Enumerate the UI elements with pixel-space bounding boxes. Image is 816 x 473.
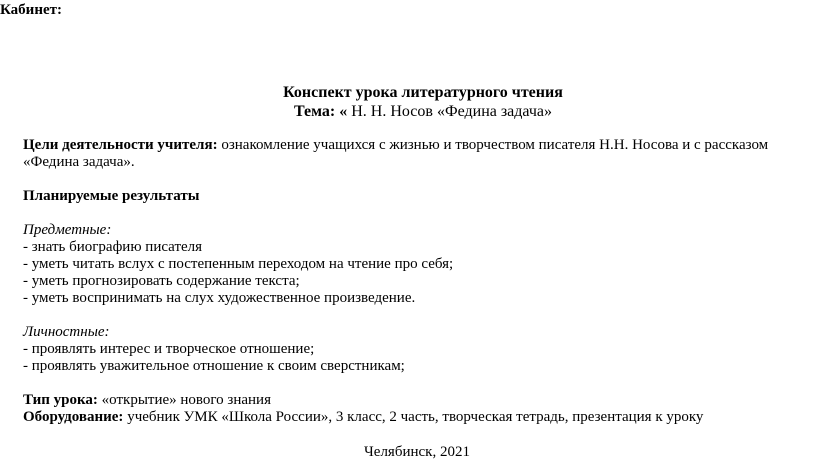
city-year: Челябинск, 2021 [364, 444, 470, 460]
personal-item: - проявлять интерес и творческое отношение; [23, 341, 315, 357]
goals-text: ознакомление учащихся с жизнью и творчеством писателя Н.Н. Носова и с рассказом [217, 137, 769, 153]
subject-item: - уметь прогнозировать содержание текста; [23, 273, 300, 289]
equipment-text: учебник УМК «Школа России», 3 класс, 2 часть, творческая тетрадь, презентация к уроку [123, 409, 704, 425]
goals-text-continued: «Федина задача». [23, 154, 135, 170]
theme-value: Н. Н. Носов «Федина задача» [347, 103, 553, 120]
equipment-label: Оборудование: [23, 409, 124, 425]
document-body [23, 137, 803, 426]
lesson-type-line [23, 392, 803, 409]
lesson-theme [0, 102, 816, 121]
spacer [23, 375, 803, 392]
subject-heading: Предметные: [23, 222, 112, 238]
lesson-type-label: Тип урока: [23, 392, 98, 408]
theme-label: Тема: « [293, 103, 348, 120]
results-heading: Планируемые результаты [23, 188, 200, 204]
kabinet-label: Кабинет: [0, 2, 62, 18]
spacer [23, 307, 803, 324]
personal-item: - проявлять уважительное отношение к своим сверстникам; [23, 358, 405, 374]
subject-item: - уметь воспринимать на слух художественное произведение. [23, 290, 416, 306]
subject-item: - уметь читать вслух с постепенным переходом на чтение про себя; [23, 256, 454, 272]
spacer [23, 171, 803, 188]
lesson-title: Конспект урока литературного чтения [283, 84, 563, 101]
spacer [23, 205, 803, 222]
goals-label: Цели деятельности учителя: [23, 137, 218, 153]
goals-paragraph [23, 137, 803, 154]
title-block [0, 83, 816, 121]
subject-item: - знать биографию писателя [23, 239, 203, 255]
personal-heading: Личностные: [23, 324, 110, 340]
equipment-line [23, 409, 803, 426]
lesson-type-text: «открытие» нового знания [97, 392, 271, 408]
